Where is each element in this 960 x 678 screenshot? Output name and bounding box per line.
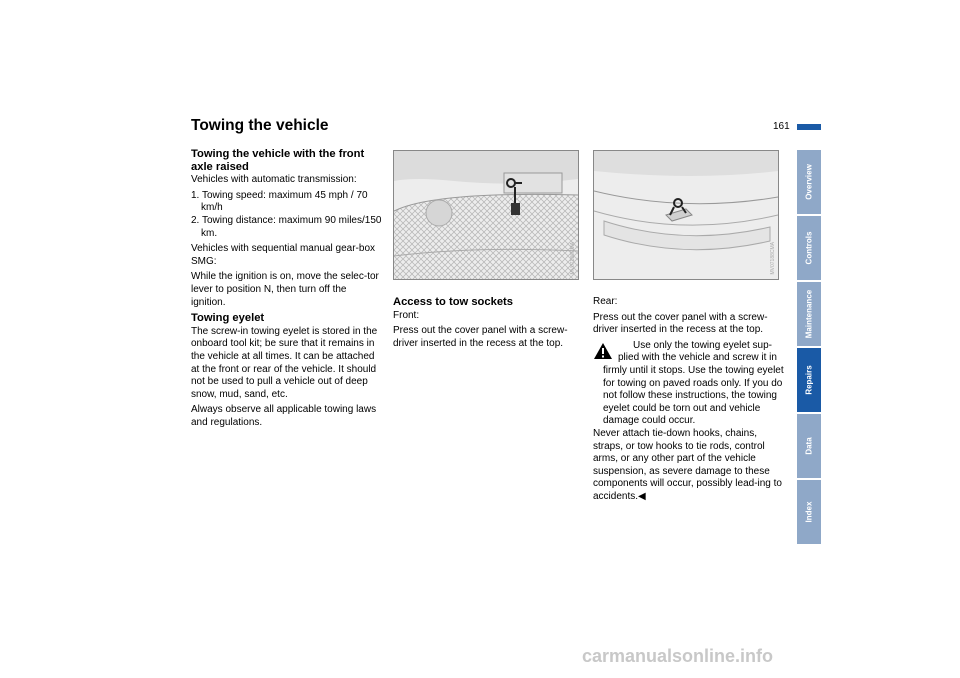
front-instructions: Press out the cover panel with a screw-driver inserted in the recess at the top.	[393, 325, 568, 349]
rear-instructions: Press out the cover panel with a screw-driver inserted in the recess at the top.	[593, 311, 768, 336]
front-tow-socket-photo	[393, 150, 579, 280]
list-item: 2. Towing distance: maximum 90 miles/150 km.	[191, 214, 382, 239]
towing-laws-text: Always observe all applicable towing laws and regulations.	[191, 404, 377, 428]
warning-text: Use only the towing eyelet sup-plied with the vehicle and screw it in firmly until it stops. Use the towing eyelet for towing on paved roads only. If you do not follow these instructions, the towing eyelet could be torn out and vehicle damage could occur.	[603, 339, 784, 427]
section-tabs	[797, 150, 821, 546]
auto-transmission-intro: Vehicles with automatic transmission:	[191, 174, 357, 186]
list-item: 1. Towing speed: maximum 45 mph / 70 km/h	[191, 189, 368, 214]
rear-tow-socket-photo	[593, 150, 779, 280]
tab-index[interactable]	[797, 480, 821, 544]
rear-bumper-illustration	[594, 151, 778, 279]
tab-label: Data	[804, 437, 814, 455]
column-rear-and-warning	[593, 296, 785, 504]
section-heading-access: Access to tow sockets	[393, 296, 514, 308]
towing-limits-list	[191, 190, 383, 240]
tab-label: Index	[804, 501, 814, 523]
tab-overview[interactable]	[797, 150, 821, 214]
warning-triangle-icon	[593, 342, 613, 360]
column-towing-front-axle	[191, 148, 383, 432]
tab-label: Repairs	[804, 365, 814, 395]
tab-label: Overview	[804, 164, 814, 200]
smg-instructions: While the ignition is on, move the selec-tor lever to position N, then turn off the ignition.	[191, 271, 379, 308]
tab-label: Controls	[804, 231, 814, 265]
front-bumper-illustration	[394, 151, 578, 279]
photo-code: MV07186CMA	[570, 242, 576, 275]
section-heading-towing-eyelet: Towing eyelet	[191, 312, 265, 325]
photo-code: MV07188CMA	[770, 242, 776, 275]
page-title: Towing the vehicle	[191, 117, 329, 134]
tab-repairs[interactable]	[797, 348, 821, 412]
smg-intro: Vehicles with sequential manual gear-box SMG:	[191, 243, 375, 267]
warning-block	[593, 340, 785, 504]
column-access-tow-sockets	[393, 296, 583, 353]
tab-maintenance[interactable]	[797, 282, 821, 346]
tab-controls[interactable]	[797, 216, 821, 280]
tab-data[interactable]	[797, 414, 821, 478]
watermark: carmanualsonline.info	[582, 646, 774, 666]
rear-label: Rear:	[593, 296, 618, 307]
tab-label: Maintenance	[804, 289, 814, 339]
front-label: Front:	[393, 309, 420, 321]
towing-eyelet-text: The screw-in towing eyelet is stored in the onboard tool kit; be sure that it remains in the vehicle at all times. It can be attached at the front or rear of the vehicle. It should not be used to pull a vehicle out of deep snow, mud, sand, etc.	[191, 325, 378, 400]
page-accent-bar	[797, 124, 821, 130]
page-number: 161	[773, 121, 790, 132]
section-heading-front-axle: Towing the vehicle with the front axle raised	[191, 148, 365, 173]
warning-text-continued: Never attach tie-down hooks, chains, straps, or tow hooks to tie rods, control arms, or any other part of the vehicle suspension, as severe damage to these components will occur, possibly lead-ing to accidents.◀	[593, 427, 782, 502]
